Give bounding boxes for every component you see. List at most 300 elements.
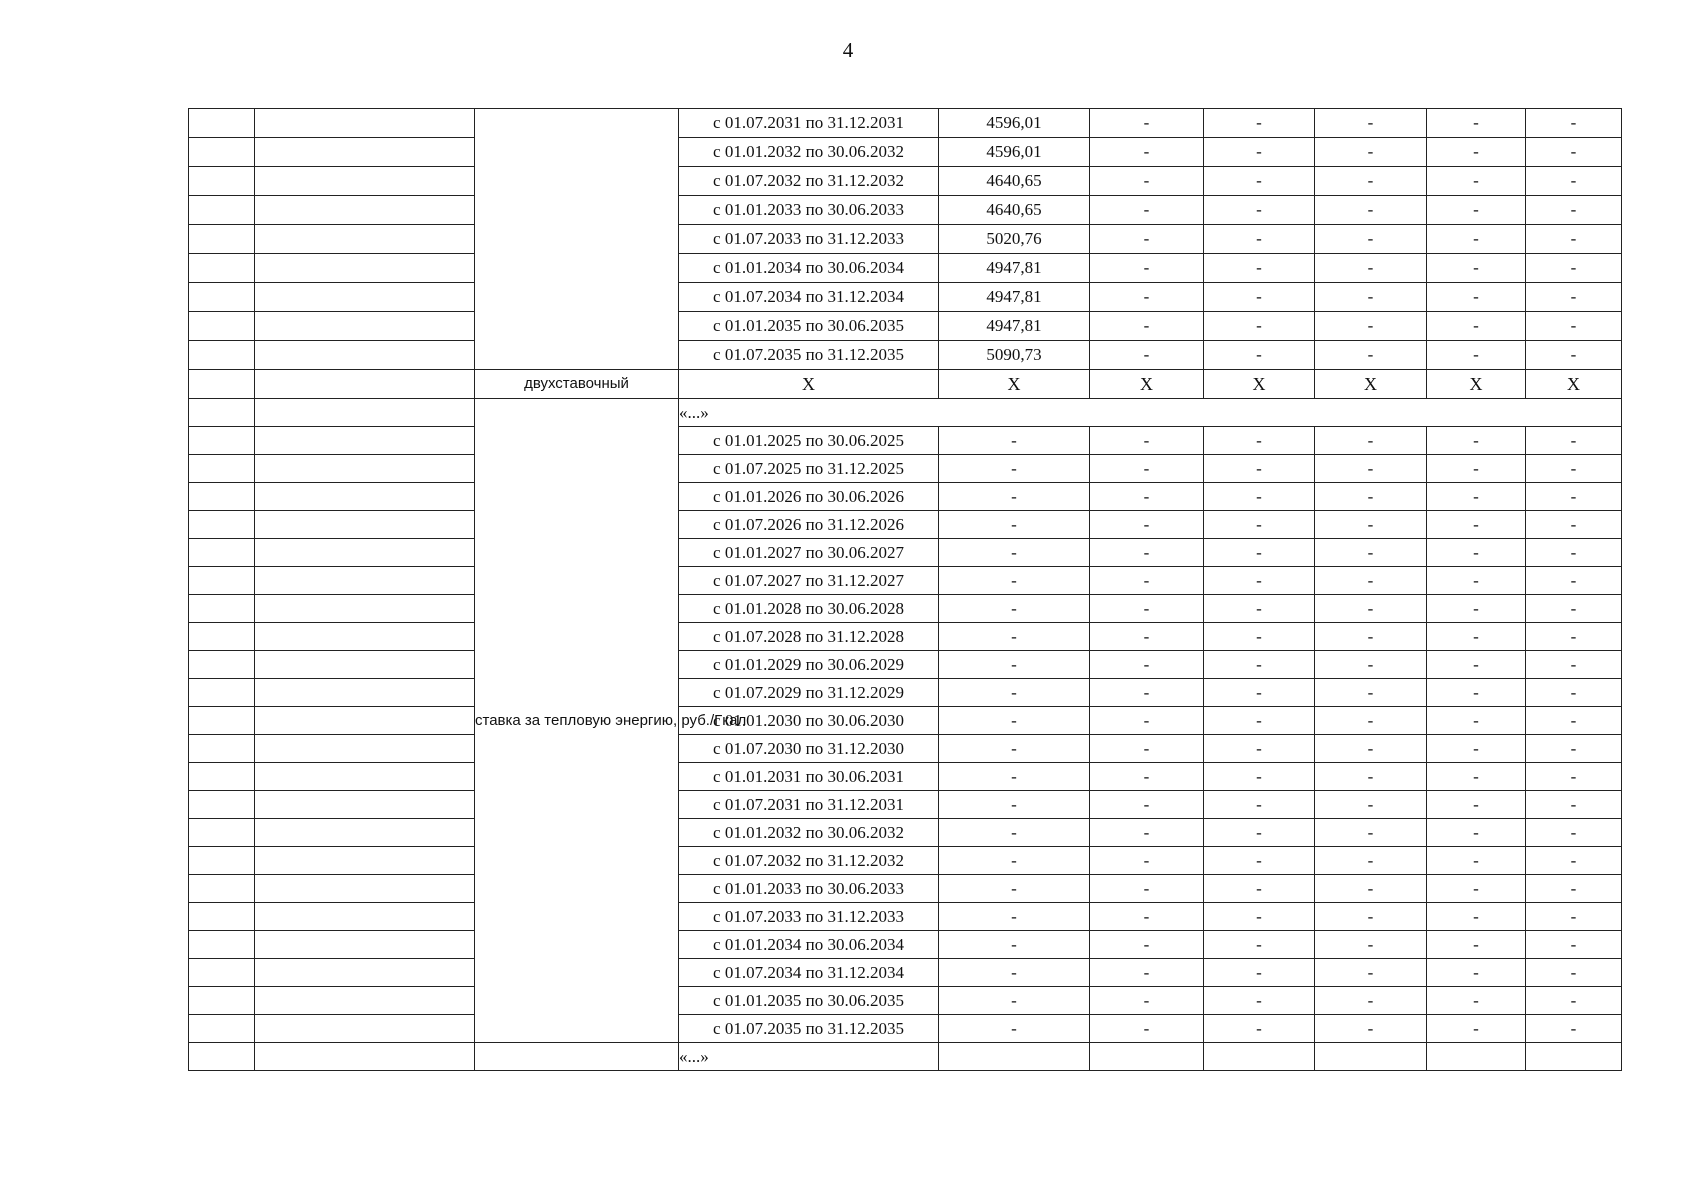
dash-cell: - [1204,427,1315,455]
dash-cell: - [1315,312,1427,341]
period-cell: с 01.07.2035 по 31.12.2035 [679,341,939,370]
dash-cell: - [1427,539,1526,567]
dash-cell: - [1315,679,1427,707]
empty-cell [189,763,255,791]
period-cell: с 01.07.2031 по 31.12.2031 [679,791,939,819]
dash-cell: - [1315,283,1427,312]
dash-cell: - [1204,567,1315,595]
empty-cell [1090,1043,1204,1071]
dash-cell: - [1204,455,1315,483]
dash-cell: - [1427,707,1526,735]
empty-cell [255,427,475,455]
dash-cell: - [1315,959,1427,987]
dash-cell: - [1204,735,1315,763]
dash-cell: - [1427,847,1526,875]
dash-cell: - [1315,483,1427,511]
period-cell: с 01.01.2032 по 30.06.2032 [679,819,939,847]
value-cell: 4947,81 [939,283,1090,312]
dash-cell: - [939,931,1090,959]
dash-cell: - [1204,225,1315,254]
period-cell: с 01.07.2025 по 31.12.2025 [679,455,939,483]
dash-cell: - [1090,138,1204,167]
dash-cell: - [1204,254,1315,283]
dash-cell: - [939,847,1090,875]
dash-cell: - [1090,455,1204,483]
dash-cell: - [939,875,1090,903]
table-row [189,987,1622,1015]
empty-cell [255,483,475,511]
empty-cell [255,903,475,931]
dash-cell: - [1090,539,1204,567]
dash-cell: - [1526,819,1622,847]
dash-cell: - [1427,225,1526,254]
dash-cell: - [1204,341,1315,370]
dash-cell: - [1315,167,1427,196]
empty-cell [189,1015,255,1043]
dash-cell: - [939,511,1090,539]
dash-cell: - [1427,595,1526,623]
dash-cell: - [1090,511,1204,539]
dash-cell: - [1090,959,1204,987]
dash-cell: - [1427,427,1526,455]
dash-cell: - [1204,903,1315,931]
dash-cell: - [1526,138,1622,167]
rate-label-cell: ставка за тепловую энергию, руб./Гкал [475,399,679,1043]
dash-cell: - [1090,763,1204,791]
empty-cell [189,707,255,735]
period-cell: с 01.01.2030 по 30.06.2030 [679,707,939,735]
table-row [189,595,1622,623]
dash-cell: - [1090,707,1204,735]
empty-cell [189,987,255,1015]
dash-cell: - [1315,987,1427,1015]
table-row [189,819,1622,847]
dash-cell: - [1315,931,1427,959]
value-cell: 4596,01 [939,138,1090,167]
empty-cell [189,791,255,819]
period-cell: с 01.01.2035 по 30.06.2035 [679,987,939,1015]
empty-cell [255,1015,475,1043]
empty-cell [255,225,475,254]
dash-cell: - [939,455,1090,483]
dash-cell: - [1090,651,1204,679]
dash-cell: - [1526,196,1622,225]
empty-cell [189,903,255,931]
dash-cell: - [1427,819,1526,847]
dash-cell: - [1315,791,1427,819]
tariff-kind-cell [475,109,679,370]
dash-cell: - [1315,341,1427,370]
dash-cell: - [1526,225,1622,254]
table-row [189,567,1622,595]
empty-cell [255,931,475,959]
dash-cell: - [939,427,1090,455]
dash-cell: - [1090,987,1204,1015]
dash-cell: - [1526,903,1622,931]
empty-cell [189,819,255,847]
dash-cell: - [1204,539,1315,567]
dash-cell: - [1204,196,1315,225]
dash-cell: - [1526,595,1622,623]
dash-cell: - [1090,167,1204,196]
table-row [189,707,1622,735]
dash-cell: - [1427,875,1526,903]
period-cell: с 01.01.2032 по 30.06.2032 [679,138,939,167]
x-mark-cell: Х [1526,370,1622,399]
dash-cell: - [1204,875,1315,903]
dash-cell: - [939,707,1090,735]
empty-cell [255,511,475,539]
table-row [189,791,1622,819]
empty-cell [255,567,475,595]
empty-cell [255,1043,475,1071]
dash-cell: - [1315,819,1427,847]
dash-cell: - [1427,312,1526,341]
table-row [189,109,1622,138]
table-row [189,427,1622,455]
dash-cell: - [1427,931,1526,959]
empty-cell [189,931,255,959]
table-row [189,763,1622,791]
dash-cell: - [1204,623,1315,651]
dash-cell: - [1090,931,1204,959]
dash-cell: - [1526,679,1622,707]
dash-cell: - [1315,539,1427,567]
empty-cell [189,567,255,595]
dash-cell: - [1526,763,1622,791]
dash-cell: - [1090,735,1204,763]
period-cell: с 01.01.2029 по 30.06.2029 [679,651,939,679]
dash-cell: - [1204,819,1315,847]
period-cell: с 01.01.2033 по 30.06.2033 [679,875,939,903]
empty-cell [255,623,475,651]
empty-cell [189,399,255,427]
dash-cell: - [1427,196,1526,225]
dash-cell: - [1315,109,1427,138]
dash-cell: - [1204,167,1315,196]
x-mark-cell: Х [1090,370,1204,399]
dash-cell: - [1204,511,1315,539]
dash-cell: - [1315,567,1427,595]
x-mark-cell: Х [939,370,1090,399]
dash-cell: - [1090,595,1204,623]
dash-cell: - [1526,959,1622,987]
empty-cell [255,138,475,167]
empty-cell [255,651,475,679]
empty-cell [1315,1043,1427,1071]
dash-cell: - [1090,427,1204,455]
dash-cell: - [1315,196,1427,225]
dash-cell: - [1526,1015,1622,1043]
dash-cell: - [1090,623,1204,651]
dash-cell: - [1090,196,1204,225]
dash-cell: - [1315,875,1427,903]
dash-cell: - [1427,623,1526,651]
empty-cell [189,511,255,539]
value-cell: 5090,73 [939,341,1090,370]
dash-cell: - [1315,903,1427,931]
dash-cell: - [1315,623,1427,651]
dash-cell: - [1315,225,1427,254]
empty-cell [189,875,255,903]
table-row [189,623,1622,651]
table-row [189,399,1622,427]
dash-cell: - [1526,707,1622,735]
dash-cell: - [1526,109,1622,138]
period-cell: с 01.07.2027 по 31.12.2027 [679,567,939,595]
table-row [189,455,1622,483]
dash-cell: - [1090,283,1204,312]
dash-cell: - [1204,483,1315,511]
dash-cell: - [1427,483,1526,511]
dash-cell: - [1090,483,1204,511]
table-row [189,370,1622,399]
dash-cell: - [939,623,1090,651]
dash-cell: - [1315,455,1427,483]
period-cell: с 01.07.2026 по 31.12.2026 [679,511,939,539]
dash-cell: - [1204,312,1315,341]
table-row [189,1043,1622,1071]
dash-cell: - [1427,511,1526,539]
dash-cell: - [1204,959,1315,987]
table-row [189,931,1622,959]
empty-cell [255,109,475,138]
dash-cell: - [1427,903,1526,931]
dash-cell: - [1315,1015,1427,1043]
dash-cell: - [939,679,1090,707]
dash-cell: - [939,735,1090,763]
empty-cell [189,427,255,455]
dash-cell: - [1204,679,1315,707]
period-cell: с 01.01.2033 по 30.06.2033 [679,196,939,225]
period-cell: с 01.07.2032 по 31.12.2032 [679,847,939,875]
dash-cell: - [1204,283,1315,312]
dash-cell: - [1204,138,1315,167]
value-cell: 4947,81 [939,312,1090,341]
empty-cell [475,1043,679,1071]
dash-cell: - [1526,791,1622,819]
dash-cell: - [1526,567,1622,595]
period-cell: с 01.07.2032 по 31.12.2032 [679,167,939,196]
dash-cell: - [1204,987,1315,1015]
empty-cell [255,763,475,791]
empty-cell [189,595,255,623]
dash-cell: - [1315,651,1427,679]
empty-cell [255,875,475,903]
dash-cell: - [1315,595,1427,623]
period-cell: с 01.07.2031 по 31.12.2031 [679,109,939,138]
table-row [189,196,1622,225]
table-row [189,312,1622,341]
period-cell: с 01.07.2033 по 31.12.2033 [679,225,939,254]
dash-cell: - [1526,254,1622,283]
empty-cell [255,283,475,312]
table-row [189,254,1622,283]
empty-cell [255,370,475,399]
dash-cell: - [1526,167,1622,196]
table-row [189,283,1622,312]
empty-cell [189,167,255,196]
dash-cell: - [1315,763,1427,791]
value-cell: 4596,01 [939,109,1090,138]
page-number: 4 [842,38,854,62]
empty-cell [189,455,255,483]
dash-cell: - [1315,735,1427,763]
dash-cell: - [1204,707,1315,735]
dash-cell: - [939,763,1090,791]
tariff-table [188,108,1622,1071]
empty-cell [255,959,475,987]
empty-cell [189,847,255,875]
dash-cell: - [1427,341,1526,370]
table-row [189,651,1622,679]
dash-cell: - [1526,539,1622,567]
empty-cell [255,341,475,370]
dash-cell: - [1526,341,1622,370]
empty-cell [255,847,475,875]
period-cell: с 01.07.2035 по 31.12.2035 [679,1015,939,1043]
empty-cell [189,651,255,679]
empty-cell [255,254,475,283]
dash-cell: - [1090,819,1204,847]
empty-cell [255,791,475,819]
table-row [189,903,1622,931]
empty-cell [189,312,255,341]
dash-cell: - [1427,1015,1526,1043]
table-row [189,875,1622,903]
dash-cell: - [1204,931,1315,959]
period-cell: с 01.07.2033 по 31.12.2033 [679,903,939,931]
dash-cell: - [1526,847,1622,875]
empty-cell [189,138,255,167]
empty-cell [255,312,475,341]
empty-cell [255,455,475,483]
table-row [189,735,1622,763]
dash-cell: - [1526,651,1622,679]
dash-cell: - [1526,455,1622,483]
dash-cell: - [1090,847,1204,875]
value-cell: 4947,81 [939,254,1090,283]
dash-cell: - [1526,483,1622,511]
dash-cell: - [1204,651,1315,679]
period-cell: с 01.01.2035 по 30.06.2035 [679,312,939,341]
dash-cell: - [1427,109,1526,138]
period-cell: с 01.07.2034 по 31.12.2034 [679,959,939,987]
period-cell: с 01.07.2029 по 31.12.2029 [679,679,939,707]
empty-cell [189,109,255,138]
dash-cell: - [1315,847,1427,875]
table-row [189,341,1622,370]
dash-cell: - [1204,847,1315,875]
empty-cell [189,623,255,651]
empty-cell [189,225,255,254]
two-rate-label: двухставочный [475,370,679,399]
dash-cell: - [1090,903,1204,931]
empty-cell [189,483,255,511]
table-row [189,959,1622,987]
dash-cell: - [1427,735,1526,763]
dash-cell: - [1526,312,1622,341]
dash-cell: - [1427,455,1526,483]
dash-cell: - [939,595,1090,623]
period-cell: с 01.07.2030 по 31.12.2030 [679,735,939,763]
x-mark-cell: Х [1427,370,1526,399]
table-row [189,167,1622,196]
ellipsis-marker: «...» [679,1043,939,1071]
empty-cell [189,735,255,763]
dash-cell: - [1427,283,1526,312]
dash-cell: - [1204,791,1315,819]
dash-cell: - [1526,987,1622,1015]
table-row [189,1015,1622,1043]
dash-cell: - [1526,623,1622,651]
table-row [189,511,1622,539]
empty-cell [189,254,255,283]
dash-cell: - [1090,1015,1204,1043]
empty-cell [939,1043,1090,1071]
dash-cell: - [1315,707,1427,735]
dash-cell: - [1090,341,1204,370]
table-row [189,225,1622,254]
empty-cell [189,1043,255,1071]
table-row [189,483,1622,511]
table-row [189,847,1622,875]
dash-cell: - [1090,791,1204,819]
tariff-table-body [189,109,1622,1071]
dash-cell: - [1090,875,1204,903]
empty-cell [255,679,475,707]
dash-cell: - [1427,167,1526,196]
empty-cell [1526,1043,1622,1071]
empty-cell [255,735,475,763]
table-row [189,539,1622,567]
dash-cell: - [1427,959,1526,987]
dash-cell: - [939,959,1090,987]
dash-cell: - [1427,651,1526,679]
dash-cell: - [1090,567,1204,595]
empty-cell [189,679,255,707]
empty-cell [189,196,255,225]
dash-cell: - [1204,109,1315,138]
dash-cell: - [1090,679,1204,707]
dash-cell: - [1526,283,1622,312]
empty-cell [189,283,255,312]
empty-cell [255,987,475,1015]
dash-cell: - [1526,875,1622,903]
empty-cell [255,595,475,623]
table-row [189,138,1622,167]
dash-cell: - [939,483,1090,511]
value-cell: 4640,65 [939,167,1090,196]
dash-cell: - [1090,225,1204,254]
period-cell: с 01.01.2034 по 30.06.2034 [679,931,939,959]
empty-cell [189,539,255,567]
period-cell: с 01.07.2028 по 31.12.2028 [679,623,939,651]
dash-cell: - [1090,109,1204,138]
empty-cell [255,819,475,847]
dash-cell: - [1427,254,1526,283]
dash-cell: - [939,819,1090,847]
dash-cell: - [1526,427,1622,455]
empty-cell [255,167,475,196]
empty-cell [189,341,255,370]
dash-cell: - [1526,735,1622,763]
dash-cell: - [1427,763,1526,791]
x-mark-cell: Х [1315,370,1427,399]
empty-cell [189,959,255,987]
dash-cell: - [1526,931,1622,959]
empty-cell [255,539,475,567]
